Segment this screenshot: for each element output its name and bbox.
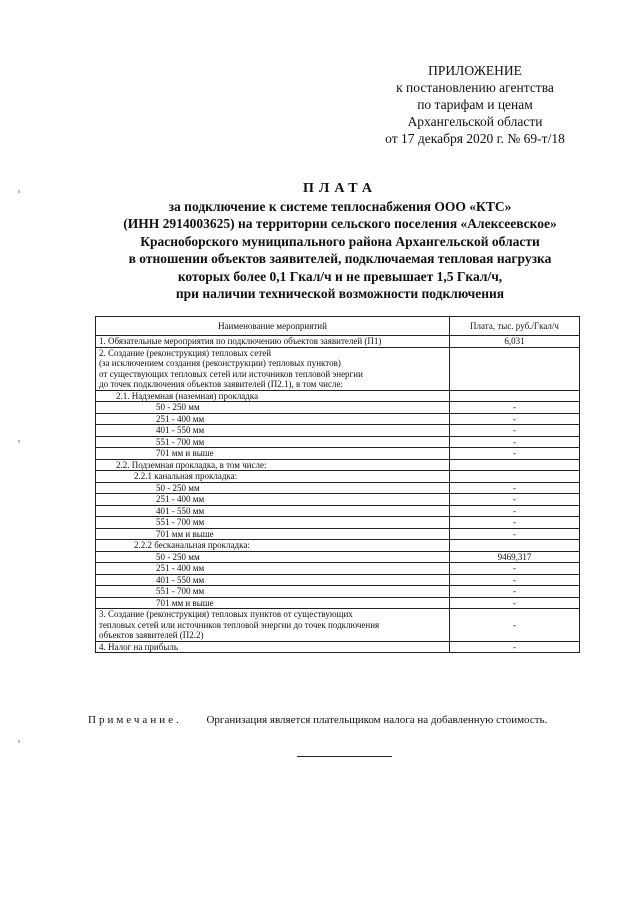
row-value: 9469,317	[450, 551, 580, 563]
table-row	[96, 390, 580, 402]
row-name: 50 - 250 мм	[96, 551, 450, 563]
row-name: 4. Налог на прибыль	[96, 641, 450, 653]
title-line: которых более 0,1 Гкал/ч и не превышает 1,5 Гкал/ч,	[177, 268, 503, 284]
table-row	[96, 641, 580, 653]
row-name	[96, 347, 450, 390]
header-name: Наименование мероприятий	[96, 317, 450, 336]
table-row	[96, 551, 580, 563]
appendix-date: от 17 декабря 2020 г. № 69-т/18	[385, 131, 565, 146]
row-value: -	[450, 482, 580, 494]
row-name: 2.2. Подземная прокладка, в том числе:	[96, 459, 450, 471]
table-row	[96, 448, 580, 460]
row-name: 50 - 250 мм	[96, 402, 450, 414]
row-value	[450, 347, 580, 390]
row-value: -	[450, 586, 580, 598]
row-name: 401 - 550 мм	[96, 505, 450, 517]
table-row	[96, 540, 580, 552]
title-line: Красноборского муниципального района Архангельской области	[140, 233, 540, 249]
row-text: тепловых сетей или источников тепловой энергии до точек подключения	[99, 619, 380, 630]
row-value: -	[450, 597, 580, 609]
title-line: в отношении объектов заявителей, подключаемая тепловая нагрузка	[128, 251, 552, 266]
scan-mark	[18, 740, 20, 743]
appendix-line: Архангельской области	[407, 114, 543, 129]
row-value: -	[450, 563, 580, 575]
table-row	[96, 336, 580, 348]
table-row	[96, 563, 580, 575]
table-row	[96, 482, 580, 494]
fee-table	[95, 316, 580, 653]
row-value: -	[450, 448, 580, 460]
row-value: -	[450, 528, 580, 540]
row-name: 701 мм и выше	[96, 597, 450, 609]
table-row	[96, 425, 580, 437]
table-row	[96, 402, 580, 414]
appendix-title: ПРИЛОЖЕНИЕ	[428, 63, 522, 78]
row-name: 1. Обязательные мероприятия по подключению объектов заявителей (П1)	[96, 336, 450, 348]
row-text: от существующих тепловых сетей или источников тепловой энергии	[99, 368, 363, 379]
row-name: 2.2.1 канальная прокладка:	[96, 471, 450, 483]
row-value	[450, 540, 580, 552]
note	[88, 714, 588, 726]
row-value: -	[450, 641, 580, 653]
row-name: 401 - 550 мм	[96, 425, 450, 437]
row-text: 2. Создание (реконструкция) тепловых сетей	[99, 347, 272, 358]
row-name: 551 - 700 мм	[96, 517, 450, 529]
table-row	[96, 413, 580, 425]
row-name: 251 - 400 мм	[96, 413, 450, 425]
row-value: -	[450, 494, 580, 506]
row-text: объектов заявителей (П2.2)	[99, 630, 204, 640]
note-text: Организация является плательщиком налога на добавленную стоимость.	[206, 714, 548, 726]
row-name: 2.2.2 бесканальная прокладка:	[96, 540, 450, 552]
row-text: (за исключением создания (реконструкции) тепловых пунктов)	[99, 358, 341, 368]
table-row	[96, 459, 580, 471]
row-value: -	[450, 505, 580, 517]
row-name: 251 - 400 мм	[96, 563, 450, 575]
table-row	[96, 517, 580, 529]
appendix-line: к постановлению агентства	[396, 80, 554, 95]
row-value	[450, 459, 580, 471]
row-name: 251 - 400 мм	[96, 494, 450, 506]
row-value	[450, 390, 580, 402]
title-plata: ПЛАТА	[303, 181, 377, 196]
table-row	[96, 494, 580, 506]
row-name: 401 - 550 мм	[96, 574, 450, 586]
table-row	[96, 609, 580, 642]
table-row	[96, 574, 580, 586]
title-line: (ИНН 2914003625) на территории сельского поселения «Алексеевское»	[123, 216, 557, 231]
row-value: -	[450, 574, 580, 586]
title-line: за подключение к системе теплоснабжения ООО «КТС»	[168, 198, 512, 214]
document-title	[80, 180, 600, 303]
table-row	[96, 586, 580, 598]
scan-mark	[18, 440, 20, 443]
header-fee: Плата, тыс. руб./Гкал/ч	[450, 317, 580, 336]
table-row	[96, 436, 580, 448]
row-value: -	[450, 402, 580, 414]
scan-mark	[18, 190, 20, 193]
row-value: -	[450, 436, 580, 448]
row-value: -	[450, 425, 580, 437]
row-text: до точек подключения объектов заявителей (П2.1), в том числе:	[99, 379, 343, 389]
row-name: 701 мм и выше	[96, 448, 450, 460]
table-row	[96, 528, 580, 540]
row-value: 6,031	[450, 336, 580, 348]
row-value: -	[450, 517, 580, 529]
row-name	[96, 609, 450, 642]
table-row	[96, 347, 580, 390]
row-value: -	[450, 609, 580, 642]
row-name: 50 - 250 мм	[96, 482, 450, 494]
row-name: 551 - 700 мм	[96, 586, 450, 598]
table-row	[96, 471, 580, 483]
title-line: при наличии технической возможности подключения	[175, 286, 505, 301]
signature-line	[297, 756, 392, 757]
row-name: 551 - 700 мм	[96, 436, 450, 448]
table-row	[96, 597, 580, 609]
row-name: 701 мм и выше	[96, 528, 450, 540]
table-row	[96, 505, 580, 517]
row-text: 3. Создание (реконструкция) тепловых пунктов от существующих	[99, 609, 353, 619]
note-label: Примечание.	[88, 714, 182, 726]
row-value: -	[450, 413, 580, 425]
table-header	[96, 317, 580, 336]
row-name: 2.1. Надземная (наземная) прокладка	[96, 390, 450, 402]
appendix-line: по тарифам и ценам	[417, 97, 533, 112]
appendix-header	[370, 62, 580, 147]
row-value	[450, 471, 580, 483]
